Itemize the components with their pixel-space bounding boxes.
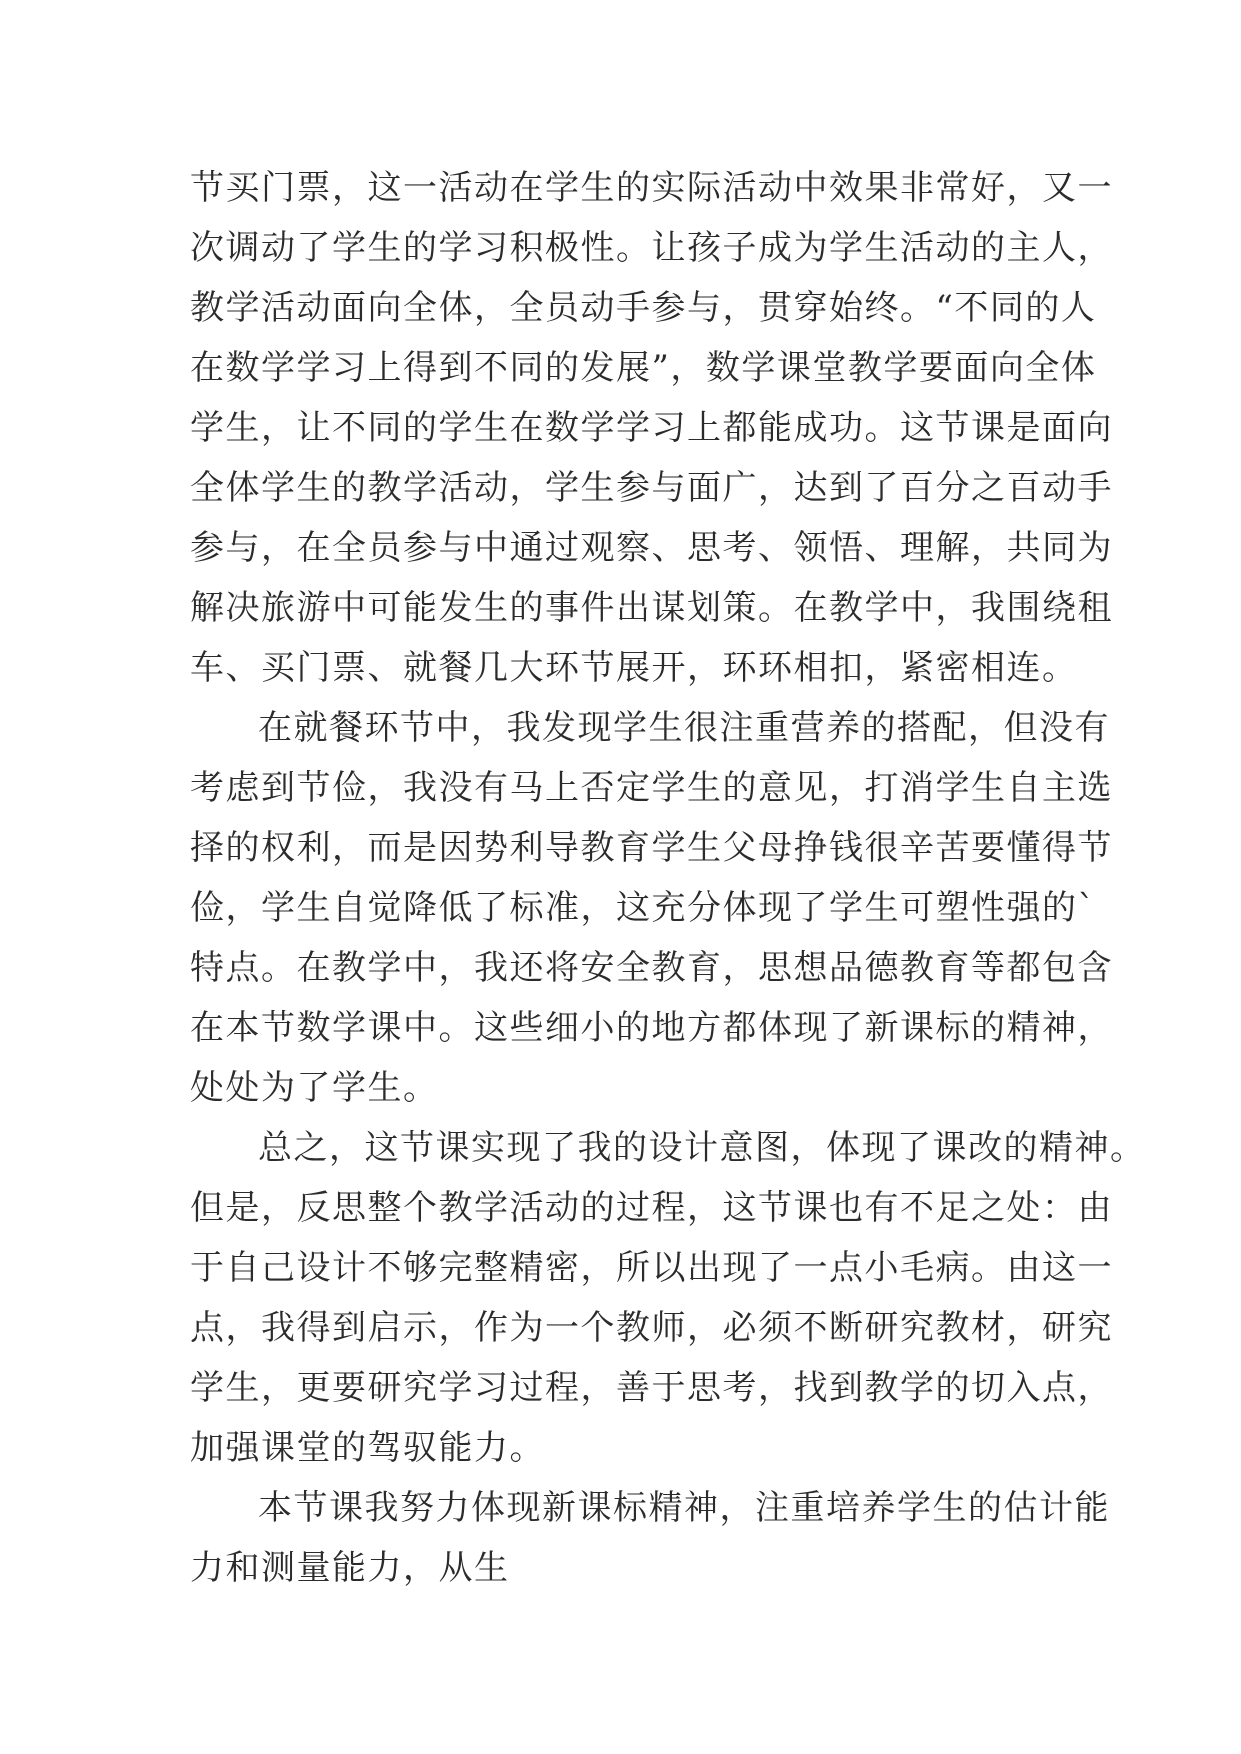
text-line: 学生，让不同的学生在数学学习上都能成功。这节课是面向 (190, 408, 1113, 448)
paragraph-4 (190, 1478, 1110, 1598)
text-line: 次调动了学生的学习积极性。让孩子成为学生活动的主人， (190, 228, 1113, 268)
text-line: 俭，学生自觉降低了标准，这充分体现了学生可塑性强的` (190, 888, 1096, 928)
text-line: 力和测量能力，从生 (190, 1548, 510, 1588)
text-line: 但是，反思整个教学活动的过程，这节课也有不足之处：由 (190, 1188, 1113, 1228)
text-line: 择的权利，而是因势利导教育学生父母挣钱很辛苦要懂得节 (190, 828, 1113, 868)
text-line: 特点。在教学中，我还将安全教育，思想品德教育等都包含 (190, 948, 1113, 988)
text-line: 于自己设计不够完整精密，所以出现了一点小毛病。由这一 (190, 1248, 1113, 1288)
text-line: 考虑到节俭，我没有马上否定学生的意见，打消学生自主选 (190, 768, 1113, 808)
text-line: 点，我得到启示，作为一个教师，必须不断研究教材，研究 (190, 1308, 1113, 1348)
text-line-indented: 总之，这节课实现了我的设计意图，体现了课改的精神。 (258, 1128, 1146, 1168)
paragraph-1 (190, 158, 1113, 698)
text-line: 参与，在全员参与中通过观察、思考、领悟、理解，共同为 (190, 528, 1113, 568)
text-line-indented: 在就餐环节中，我发现学生很注重营养的搭配，但没有 (258, 708, 1110, 748)
text-line: 车、买门票、就餐几大环节展开，环环相扣，紧密相连。 (190, 648, 1078, 688)
text-line-indented: 本节课我努力体现新课标精神，注重培养学生的估计能 (258, 1488, 1110, 1528)
text-line: 教学活动面向全体，全员动手参与，贯穿始终。“不同的人 (190, 288, 1097, 328)
text-line: 全体学生的教学活动，学生参与面广，达到了百分之百动手 (190, 468, 1113, 508)
paragraph-3 (190, 1118, 1146, 1478)
text-line: 解决旅游中可能发生的事件出谋划策。在教学中，我围绕租 (190, 588, 1113, 628)
text-line: 节买门票，这一活动在学生的实际活动中效果非常好，又一 (190, 168, 1113, 208)
document-body (190, 158, 1146, 1598)
text-line: 在本节数学课中。这些细小的地方都体现了新课标的精神， (190, 1008, 1113, 1048)
text-line: 处处为了学生。 (190, 1068, 439, 1108)
text-line: 在数学学习上得到不同的发展”，数学课堂教学要面向全体 (190, 348, 1097, 388)
text-line: 学生，更要研究学习过程，善于思考，找到教学的切入点， (190, 1368, 1113, 1408)
text-line: 加强课堂的驾驭能力。 (190, 1428, 545, 1468)
paragraph-2 (190, 698, 1113, 1118)
